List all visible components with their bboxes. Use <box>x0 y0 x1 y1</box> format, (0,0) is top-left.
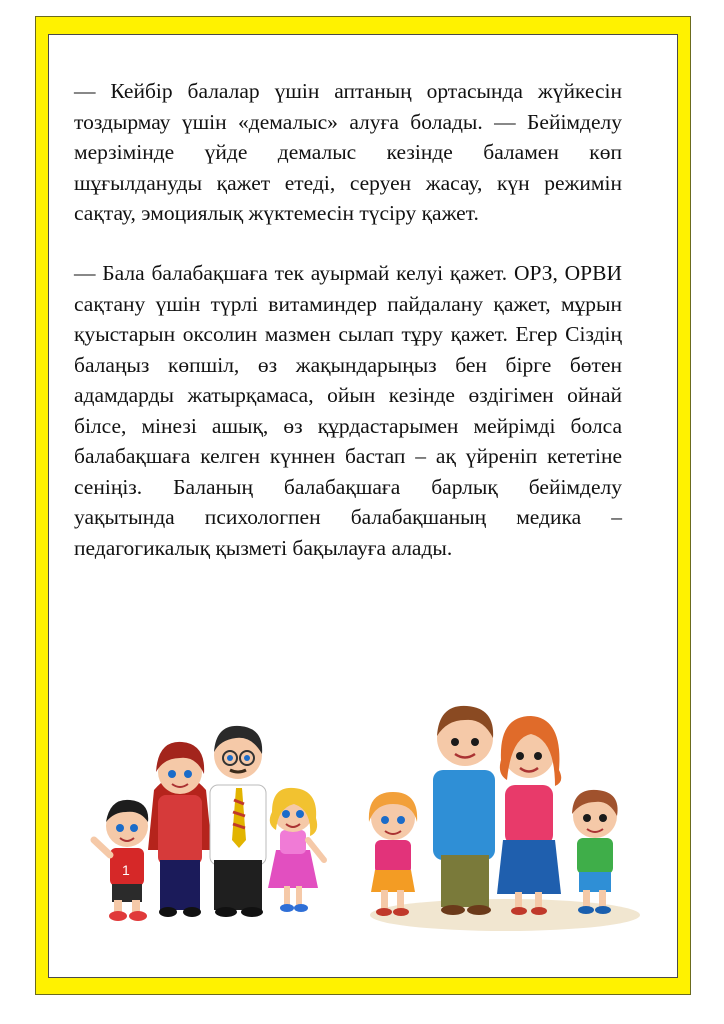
girl-figure <box>369 792 417 916</box>
father-figure <box>210 726 266 917</box>
svg-text:1: 1 <box>122 862 130 878</box>
family-illustration-left <box>80 700 350 925</box>
mother-figure <box>148 742 212 917</box>
family-illustration-right <box>355 690 645 935</box>
paragraph-health-adaptation: — Бала балабақшаға тек ауырмай келуі қажет. ОРЗ, ОРВИ сақтану үшін түрлі витаминдер пайдалану қажет, мұрын қуыстарын оксолин мазмен сылап тұру қажет. Егер Сіздің балаңыз көпшіл, өз жақындарыңыз бен бірге бөтен адамдарды жатырқамаса, ойын кезінде өздігімен ойнай білсе, мінезі ашық, өз құрдастарымен мейрімді болса балабақшаға келген күннен бастап – ақ үйреніп кететіне сеніңіз. Баланың балабақшаға барлық бейімделу уақытында психологпен балабақшаның медика – педагогикалық қызметі бақылауға алады. <box>74 261 622 560</box>
girl-figure <box>268 788 324 912</box>
father-figure <box>433 706 495 915</box>
boy-figure <box>572 790 618 914</box>
boy-figure <box>94 800 148 921</box>
mother-figure <box>497 716 561 915</box>
paragraph-rest-advice: — Кейбір балалар үшін аптаның ортасында жүйкесін тоздырмау үшін «демалыс» алуға болады. — Бейімделу мерзімінде үйде демалыс кезінде баламен көп шұғылдануды қажет етеді, серуен жасау, күн режимін сақтау, эмоциялық жүктемесін түсіру қажет. <box>74 79 622 225</box>
